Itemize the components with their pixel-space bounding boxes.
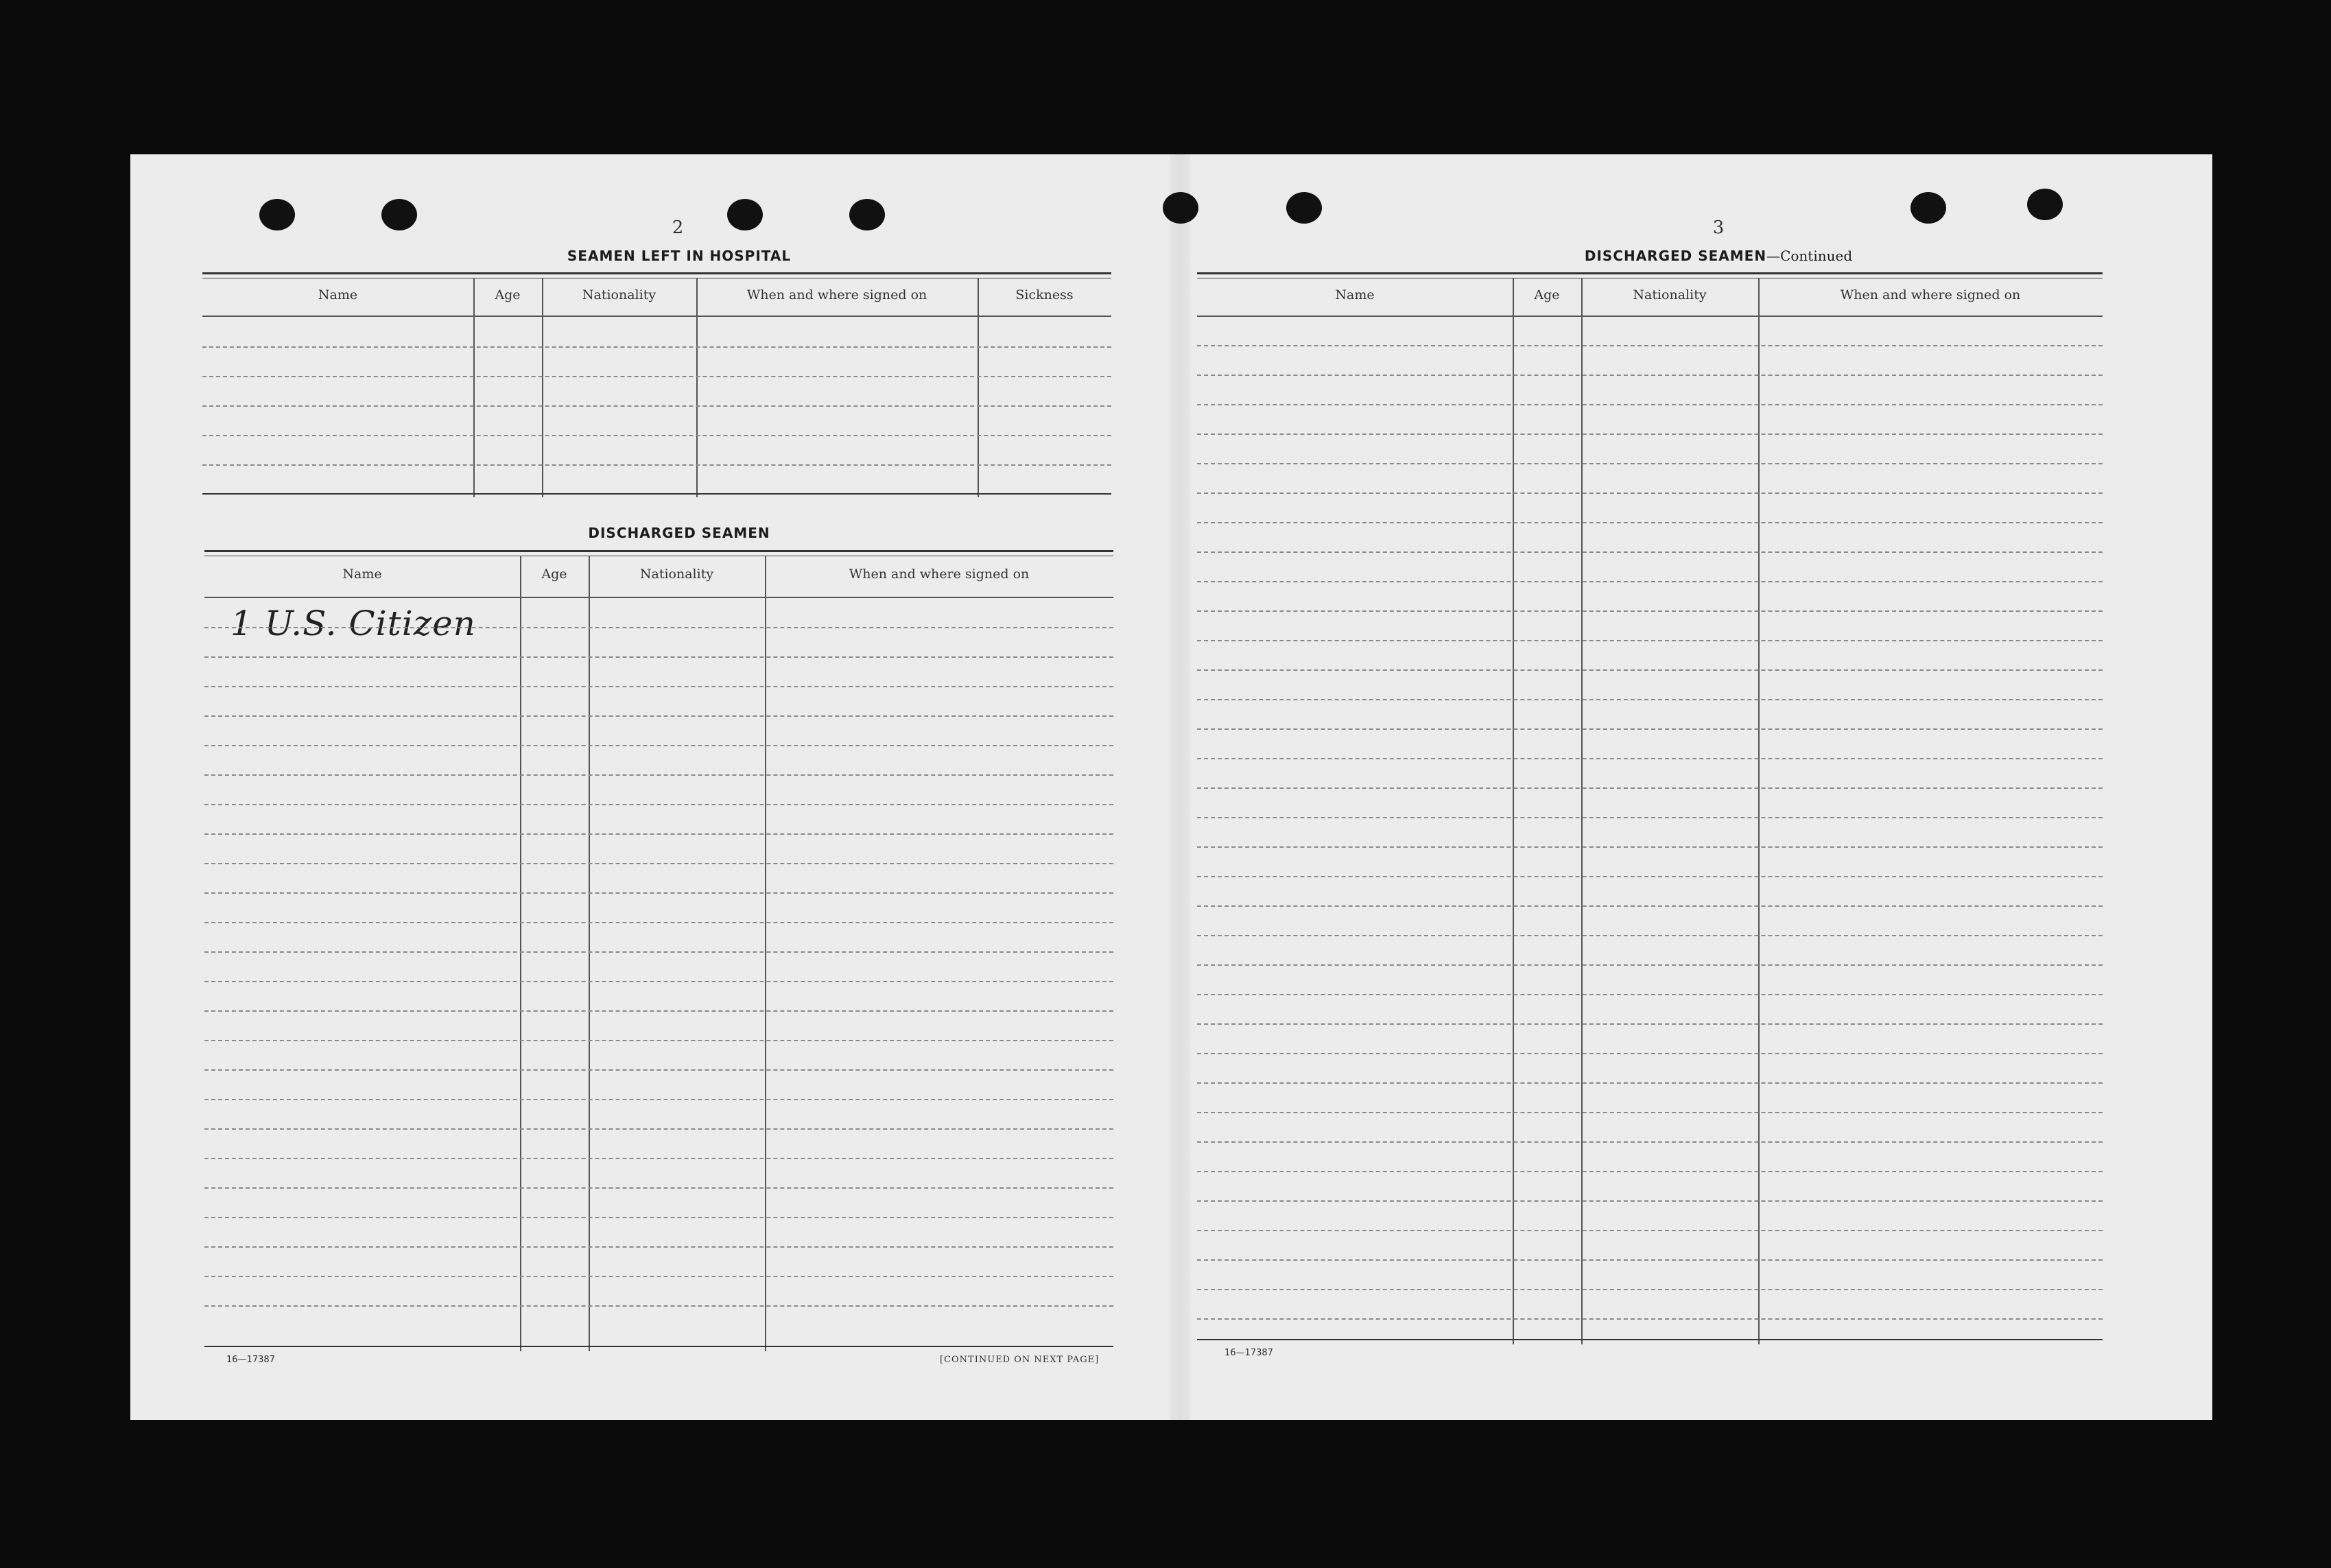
form-number: 16—17387 — [1224, 1348, 1273, 1358]
right-page — [1190, 154, 2212, 1420]
punch-hole — [259, 199, 295, 230]
column-header-name: Name — [1335, 287, 1375, 302]
page-fold — [1170, 154, 1190, 1420]
column-header-signed-on: When and where signed on — [1840, 287, 2021, 302]
form-number: 16—17387 — [226, 1355, 275, 1365]
continued-note: [CONTINUED ON NEXT PAGE] — [940, 1355, 1100, 1365]
column-header-age: Age — [541, 567, 567, 582]
section-title-suffix: —Continued — [1766, 248, 1853, 264]
column-header-name: Name — [342, 567, 382, 582]
column-header-signed-on: When and where signed on — [746, 287, 927, 302]
handwritten-entry: 1 U.S. Citizen — [230, 604, 476, 643]
punch-hole — [1910, 192, 1946, 224]
punch-hole — [727, 199, 763, 230]
punch-hole — [1163, 192, 1198, 224]
document-spread — [130, 154, 2212, 1420]
punch-hole — [2027, 189, 2063, 220]
section-title-text: DISCHARGED SEAMEN — [1584, 248, 1767, 264]
column-header-nationality: Nationality — [1633, 287, 1707, 302]
hospital-table — [202, 272, 1111, 499]
discharged-table — [204, 550, 1113, 1353]
page-number: 3 — [1712, 217, 1725, 238]
hospital-section-title: SEAMEN LEFT IN HOSPITAL — [567, 248, 792, 264]
discharged-continued-table — [1197, 272, 2103, 1342]
punch-hole — [1286, 192, 1322, 224]
punch-hole — [381, 199, 417, 230]
column-header-nationality: Nationality — [639, 567, 714, 582]
left-page — [130, 154, 1170, 1420]
column-header-nationality: Nationality — [582, 287, 656, 302]
column-header-age: Age — [1534, 287, 1560, 302]
column-header-name: Name — [318, 287, 358, 302]
punch-hole — [849, 199, 885, 230]
column-header-age: Age — [495, 287, 521, 302]
column-header-sickness: Sickness — [1015, 287, 1074, 302]
discharged-continued-title — [1499, 248, 1938, 264]
column-header-signed-on: When and where signed on — [849, 567, 1030, 582]
page-number: 2 — [672, 217, 684, 238]
discharged-section-title: DISCHARGED SEAMEN — [588, 525, 770, 541]
